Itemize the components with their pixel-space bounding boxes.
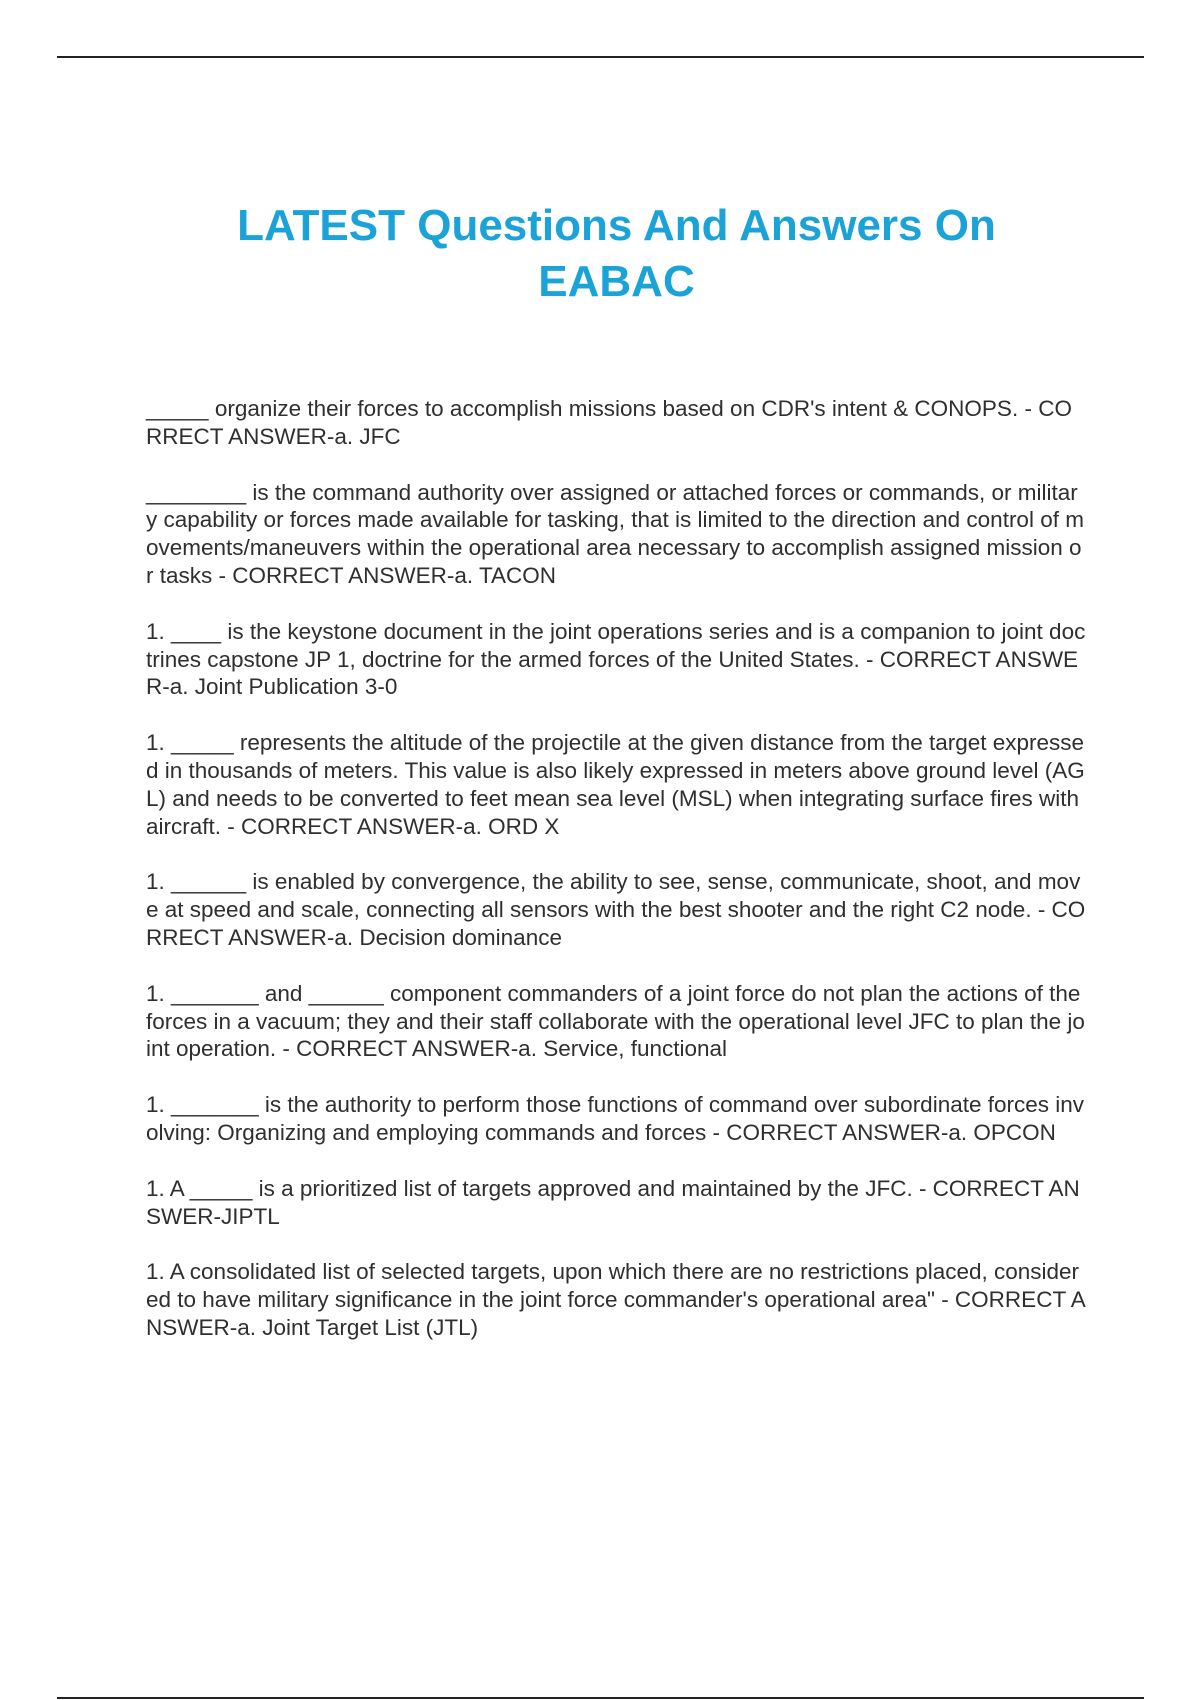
footer-rule xyxy=(57,1697,1144,1699)
qa-item: 1. _______ and ______ component commanders of a joint force do not plan the actions of the forces in a vacuum; they and their staff collaborate with the operational level JFC to plan the joint operation. - CORRECT ANSWER-a. Service, functional xyxy=(146,980,1085,1062)
qa-item: 1. A consolidated list of selected targets, upon which there are no restrictions placed, considered to have military significance in the joint force commander's operational area" - CORRECT ANSWER-a. Joint Target List (JTL) xyxy=(146,1259,1086,1340)
qa-item: 1. ______ is enabled by convergence, the ability to see, sense, communicate, shoot, and move at speed and scale, connecting all sensors with the best shooter and the right C2 node. - CORRECT ANSWER-a. Decision dominance xyxy=(146,869,1086,950)
header-rule xyxy=(57,56,1144,58)
qa-item: 1. A _____ is a prioritized list of targets approved and maintained by the JFC. - CORRECT ANSWER-JIPTL xyxy=(146,1175,1080,1229)
qa-item: 1. _____ represents the altitude of the projectile at the given distance from the target expressed in thousands of meters. This value is also likely expressed in meters above ground level (AGL) and needs to be converted to feet mean sea level (MSL) when integrating surface fires with aircraft. - CORRECT ANSWER-a. ORD X xyxy=(146,730,1085,839)
title-line-2: EABAC xyxy=(538,257,695,306)
qa-item: 1. _______ is the authority to perform those functions of command over subordinate forces involving: Organizing and employing commands and forces - CORRECT ANSWER-a. OPCON xyxy=(146,1092,1085,1145)
title-line-1: LATEST Questions And Answers On xyxy=(237,201,996,250)
qa-list xyxy=(146,395,1086,1370)
document-title xyxy=(0,198,1200,310)
qa-item: ________ is the command authority over assigned or attached forces or commands, or military capability or forces made available for tasking, that is limited to the direction and control of movements/maneuvers within the operational area necessary to accomplish assigned mission or tasks - CORRECT ANSWER-a. TACON xyxy=(146,479,1084,588)
qa-item: 1. ____ is the keystone document in the joint operations series and is a companion to joint doctrines capstone JP 1, doctrine for the armed forces of the United States. - CORRECT ANSWER-a. Joint Publication 3-0 xyxy=(146,618,1086,700)
qa-item: _____ organize their forces to accomplish missions based on CDR's intent & CONOPS. - CORRECT ANSWER-a. JFC xyxy=(146,396,1072,449)
